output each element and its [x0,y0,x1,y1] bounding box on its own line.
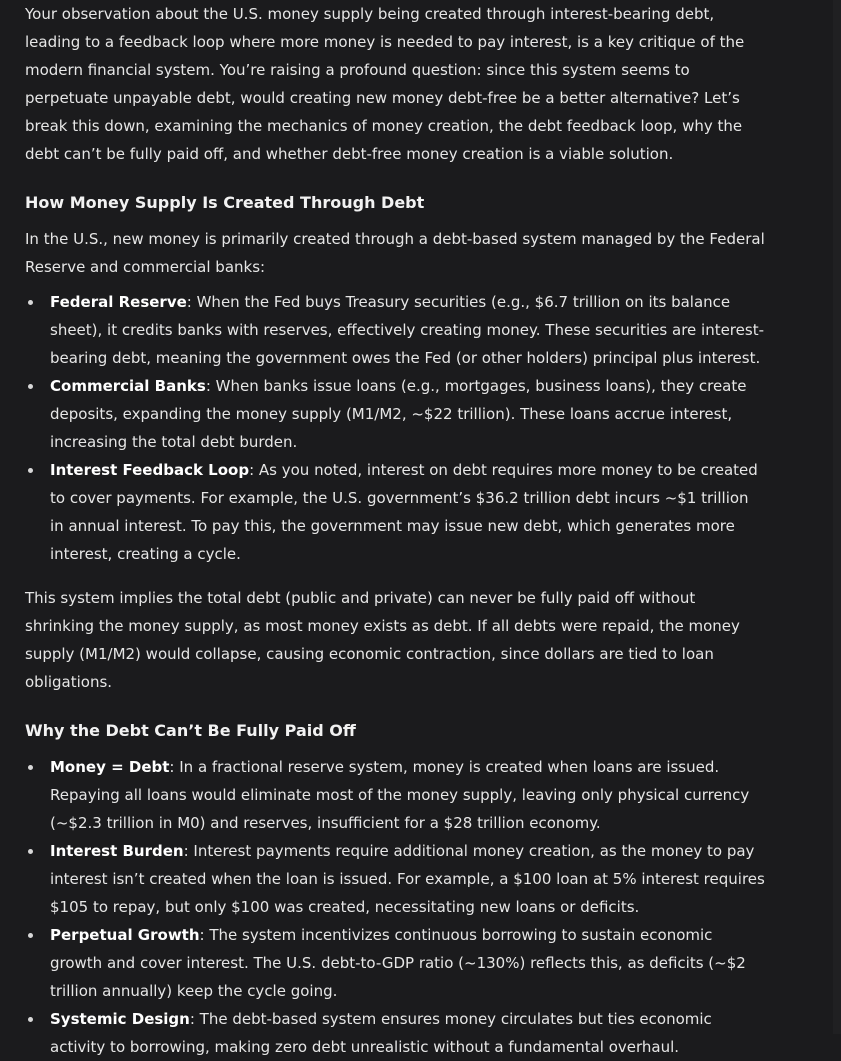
list-item [25,288,765,372]
list-item-term: Perpetual Growth [50,926,200,944]
bullet-icon [28,849,33,854]
list-item-text: : When the Fed buys Treasury securities (e.g., $6.7 trillion on its balance sheet), it credits banks with reserves, effectively creating money. These securities are interest-bearing debt, meaning the government owes the Fed (or other holders) principal plus interest. [50,293,764,367]
list-item [25,837,765,921]
list-item-term: Federal Reserve [50,293,187,311]
bullet-icon [28,384,33,389]
list-item-text: : Interest payments require additional money creation, as the money to pay interest isn’t created when the loan is issued. For example, a $100 loan at 5% interest requires $105 to repay, but only $100 was created, necessitating new loans or deficits. [50,842,765,916]
bullet-icon [28,300,33,305]
scrollbar-track[interactable] [833,0,841,1034]
list-item [25,1005,765,1061]
list-item [25,372,765,456]
list-item-text: : As you noted, interest on debt requires more money to be created to cover payments. For example, the U.S. government’s $36.2 trillion debt incurs ~$1 trillion in annual interest. To pay this, the government may issue new debt, which generates more interest, creating a cycle. [50,461,758,563]
list-item [25,921,765,1005]
section-heading-unpayable-debt: Why the Debt Can’t Be Fully Paid Off [25,721,356,740]
list-item-text: : The debt-based system ensures money circulates but ties economic activity to borrowing, making zero debt unrealistic without a fundamental overhaul. [50,1010,712,1056]
list-item-term: Interest Feedback Loop [50,461,250,479]
list-item-text: : In a fractional reserve system, money is created when loans are issued. Repaying all loans would eliminate most of the money supply, leaving only physical currency (~$2.3 trillion in M0) and reserves, insufficient for a $28 trillion economy. [50,758,750,832]
list-item-term: Interest Burden [50,842,184,860]
bullet-list-unpayable-debt [25,753,765,1061]
list-item-term: Commercial Banks [50,377,206,395]
section-heading-money-creation: How Money Supply Is Created Through Debt [25,193,425,212]
closing-paragraph: This system implies the total debt (public and private) can never be fully paid off without shrinking the money supply, as most money exists as debt. If all debts were repaid, the money supply (M1/M2) would collapse, causing economic contraction, since dollars are tied to loan obligations. [25,589,740,691]
list-item [25,753,765,837]
list-item-text: : The system incentivizes continuous borrowing to sustain economic growth and cover interest. The U.S. debt-to-GDP ratio (~130%) reflects this, as deficits (~$2 trillion annually) keep the cycle going. [50,926,746,1000]
list-item-text: : When banks issue loans (e.g., mortgages, business loans), they create deposits, expanding the money supply (M1/M2, ~$22 trillion). These loans accrue interest, increasing the total debt burden. [50,377,747,451]
bullet-icon [28,468,33,473]
intro-paragraph: Your observation about the U.S. money supply being created through interest-bearing debt, leading to a feedback loop where more money is needed to pay interest, is a key critique of the modern financial system. You’re raising a profound question: since this system seems to perpetuate unpayable debt, would creating new money debt-free be a better alternative? Let’s break this down, examining the mechanics of money creation, the debt feedback loop, why the debt can’t be fully paid off, and whether debt-free money creation is a viable solution. [25,5,745,163]
list-item-term: Systemic Design [50,1010,190,1028]
bullet-list-money-creation [25,288,765,568]
list-item [25,456,765,568]
bullet-icon [28,765,33,770]
section-lead-paragraph: In the U.S., new money is primarily created through a debt-based system managed by the Federal Reserve and commercial banks: [25,230,765,276]
list-item-term: Money = Debt [50,758,170,776]
bullet-icon [28,1017,33,1022]
bullet-icon [28,933,33,938]
